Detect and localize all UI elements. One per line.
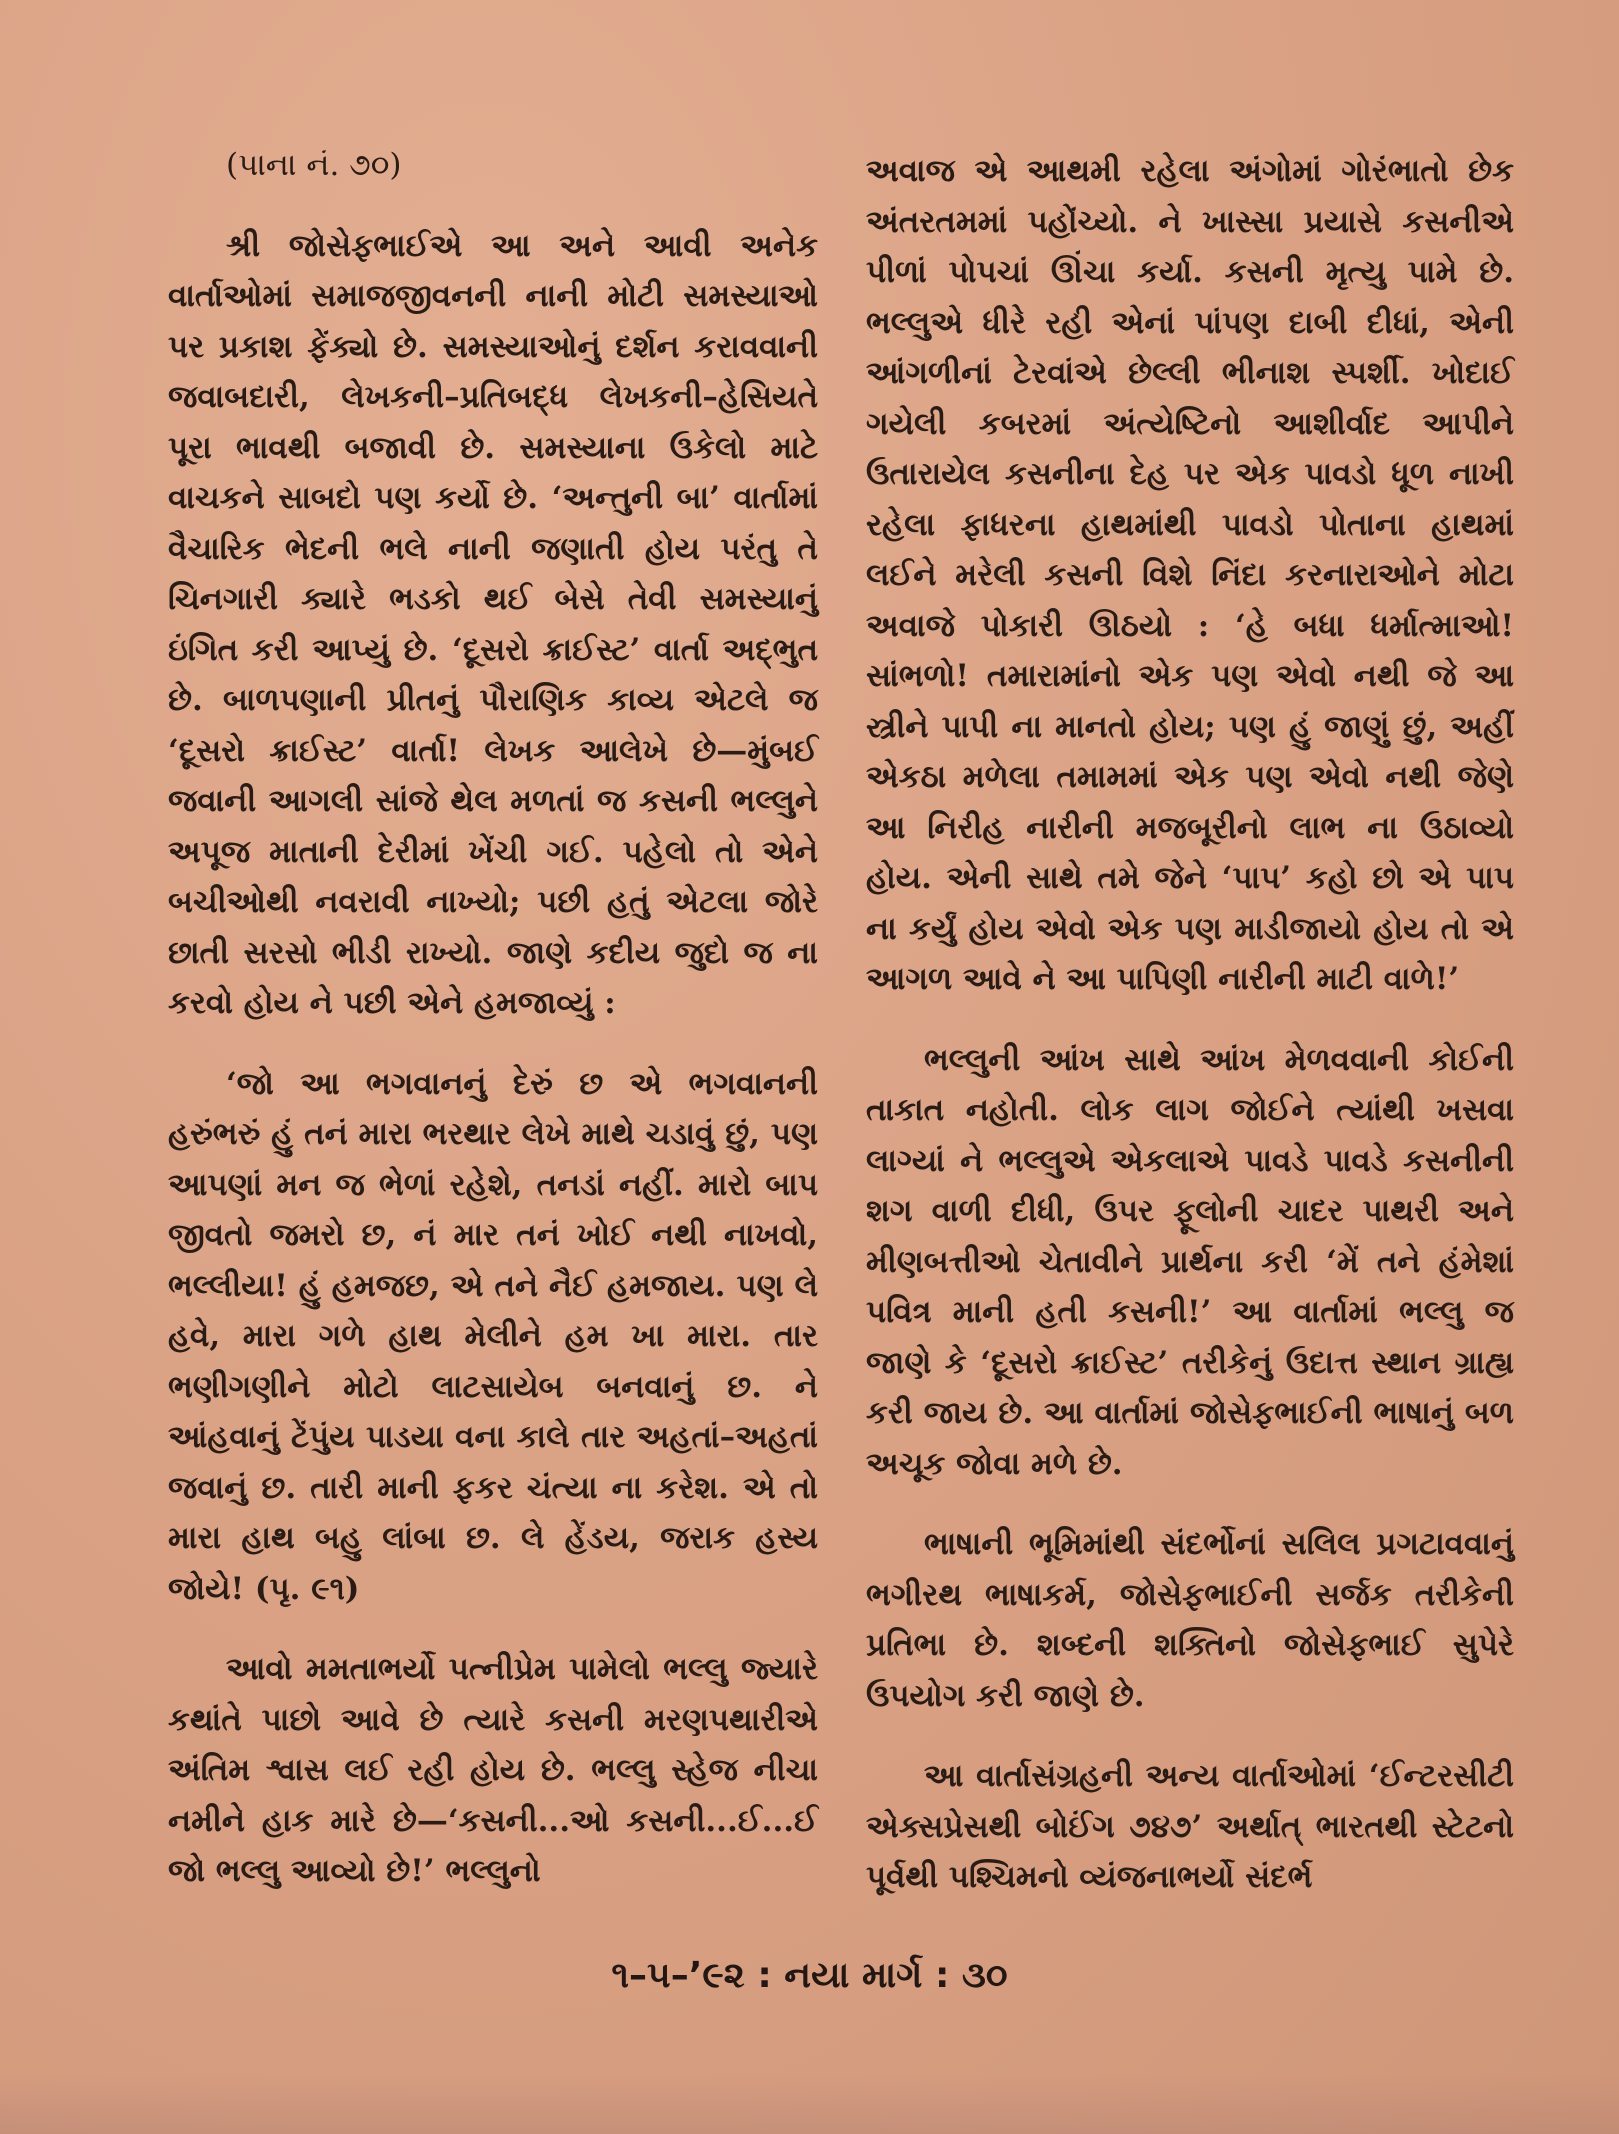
left-column [168,140,818,1897]
page-reference: (પાના નં. ૭૦) [226,147,402,183]
paragraph: આવો મમતાભર્યો પત્નીપ્રેમ પામેલો ભલ્લુ જ્યારે કથાંતે પાછો આવે છે ત્યારે કસની મરણપથારીએ અંતિમ શ્વાસ લઈ રહી હોય છે. ભલ્લુ સ્હેજ નીચા નમીને હાક મારે છે—‘કસની...ઓ કસની...ઈ...ઈ જો ભલ્લુ આવ્યો છે!’ ભલ્લુનો [168,1651,818,1889]
paragraph: ભલ્લુની આંખ સાથે આંખ મેળવવાની કોઈની તાકાત નહોતી. લોક લાગ જોઈને ત્યાંથી ખસવા લાગ્યાં ને ભલ્લુએ એકલાએ પાવડે પાવડે કસનીની શગ વાળી દીધી, ઉપર ફૂલોની ચાદર પાથરી અને મીણબત્તીઓ ચેતાવીને પ્રાર્થના કરી ‘મેં તને હંમેશાં પવિત્ર માની હતી કસની!’ આ વાર્તામાં ભલ્લુ જ જાણે કે ‘દૂસરો ક્રાઈસ્ટ’ તરીકેનું ઉદાત્ત સ્થાન ગ્રાહ્ય કરી જાય છે. આ વાર્તામાં જોસેફભાઈની ભાષાનું બળ અચૂક જોવા મળે છે. [866,1041,1514,1482]
right-column [866,146,1514,1903]
paper-edge-stain [0,2074,1619,2134]
paragraph: અવાજ એ આથમી રહેલા અંગોમાં ગોરંભાતો છેક અંતરતમમાં પહોંચ્યો. ને ખાસ્સા પ્રયાસે કસનીએ પીળાં પોપચાં ઊંચા કર્યા. કસની મૃત્યુ પામે છે. ભલ્લુએ ધીરે રહી એનાં પાંપણ દાબી દીધાં, એની આંગળીનાં ટેરવાંએ છેલ્લી ભીનાશ સ્પર્શી. ખોદાઈ ગયેલી કબરમાં અંત્યેષ્ટિનો આશીર્વાદ આપીને ઉતારાયેલ કસનીના દેહ પર એક પાવડો ધૂળ નાખી રહેલા ફાધરના હાથમાંથી પાવડો પોતાના હાથમાં લઈને મરેલી કસની વિશે નિંદા કરનારાઓને મોટા અવાજે પોકારી ઊઠયો : ‘હે બધા ધર્માત્માઓ! સાંભળો! તમારામાંનો એક પણ એવો નથી જે આ સ્ત્રીને પાપી ના માનતો હોય; પણ હું જાણું છું, અહીં એકઠા મળેલા તમામમાં એક પણ એવો નથી જેણે આ નિરીહ નારીની મજબૂરીનો લાભ ના ઉઠાવ્યો હોય. એની સાથે તમે જેને ‘પાપ’ કહો છો એ પાપ ના કર્યું હોય એવો એક પણ માડીજાયો હોય તો એ આગળ આવે ને આ પાપિણી નારીની માટી વાળે!’ [866,153,1514,997]
paragraph: શ્રી જોસેફભાઈએ આ અને આવી અનેક વાર્તાઓમાં સમાજજીવનની નાની મોટી સમસ્યાઓ પર પ્રકાશ ફેંક્યો છે. સમસ્યાઓનું દર્શન કરાવવાની જવાબદારી, લેખકની–પ્રતિબદ્ધ લેખકની–હેસિયતે પૂરા ભાવથી બજાવી છે. સમસ્યાના ઉકેલો માટે વાચકને સાબદો પણ કર્યો છે. ‘અન્તુની બા’ વાર્તામાં વૈચારિક ભેદની ભલે નાની જણાતી હોય પરંતુ તે ચિનગારી ક્યારે ભડકો થઈ બેસે તેવી સમસ્યાનું ઇંગિત કરી આપ્યું છે. ‘દૂસરો ક્રાઈસ્ટ’ વાર્તા અદ્ભુત છે. બાળપણાની પ્રીતનું પૌરાણિક કાવ્ય એટલે જ ‘દૂસરો ક્રાઈસ્ટ’ વાર્તા! લેખક આલેખે છે—મુંબઈ જવાની આગલી સાંજે થેલ મળતાં જ કસની ભલ્લુને અપૂજ માતાની દેરીમાં ખેંચી ગઈ. પહેલો તો એને બચીઓથી નવરાવી નાખ્યો; પછી હતું એટલા જોરે છાતી સરસો ભીડી રાખ્યો. જાણે કદીય જુદો જ ના કરવો હોય ને પછી એને હમજાવ્યું : [168,227,818,1021]
paragraph: ભાષાની ભૂમિમાંથી સંદર્ભોનાં સલિલ પ્રગટાવવાનું ભગીરથ ભાષાકર્મ, જોસેફભાઈની સર્જક તરીકેની પ્રતિભા છે. શબ્દની શક્તિનો જોસેફભાઈ સુપેરે ઉપયોગ કરી જાણે છે. [866,1526,1514,1714]
paragraph: આ વાર્તાસંગ્રહની અન્ય વાર્તાઓમાં ‘ઈન્ટરસીટી એક્સપ્રેસથી બોઈંગ ૭૪૭’ અર્થાત્ ભારતથી સ્ટેટનો પૂર્વથી પશ્ચિમનો વ્યંજનાભર્યો સંદર્ભ [866,1758,1514,1895]
page-footer: ૧–૫–’૯૨ : નયા માર્ગ : ૩૦ [611,1955,1008,1996]
quoted-dialect-paragraph: ‘જો આ ભગવાનનું દેરું છ એ ભગવાનની હરુંભરું હું તનં મારા ભરથાર લેખે માથે ચડાવું છું, પણ આપણાં મન જ ભેળાં રહેશે, તનડાં નહીં. મારો બાપ જીવતો જમરો છ, નં માર તનં ખોઈ નથી નાખવો, ભલ્લીયા! હું હમજછ, એ તને નૈઈ હમજાય. પણ લે હવે, મારા ગળે હાથ મેલીને હમ ખા મારા. તાર ભણીગણીને મોટો લાટસાયેબ બનવાનું છ. ને આંહવાનું ટેંપુંય પાડયા વના કાલે તાર અહતાં–અહતાં જવાનું છ. તારી માની ફકર ચંત્યા ના કરેશ. એ તો મારા હાથ બહુ લાંબા છ. લે હેંડય, જરાક હસ્ય જોયે! (પૃ. ૯૧) [168,1065,818,1607]
